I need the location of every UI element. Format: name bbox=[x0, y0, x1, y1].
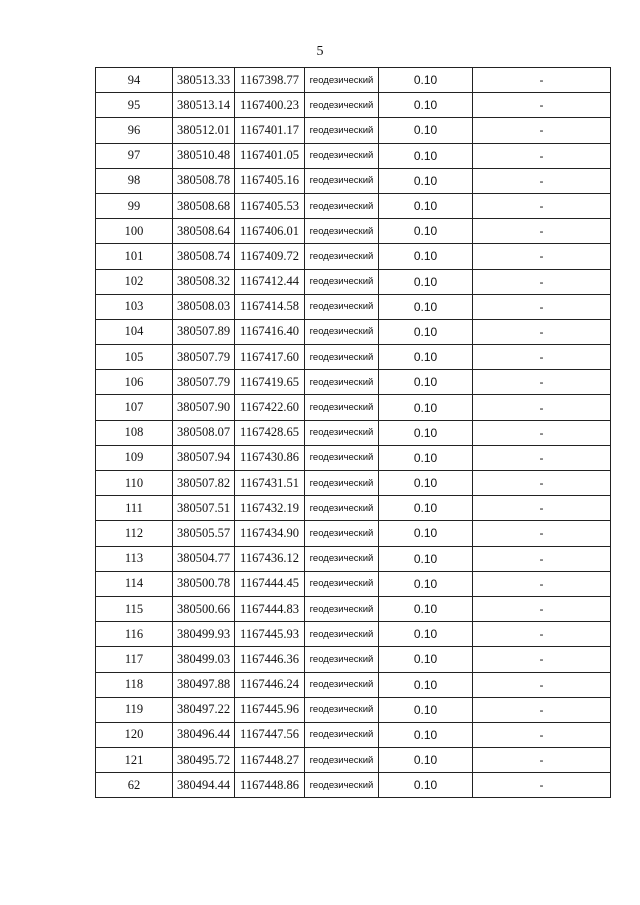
note-cell: - bbox=[473, 571, 611, 596]
note-cell: - bbox=[473, 193, 611, 218]
x-coordinate-cell: 380513.14 bbox=[173, 93, 235, 118]
note-cell: - bbox=[473, 168, 611, 193]
point-number-cell: 117 bbox=[96, 647, 173, 672]
note-cell: - bbox=[473, 546, 611, 571]
method-cell: геодезический bbox=[305, 445, 379, 470]
point-number-cell: 101 bbox=[96, 244, 173, 269]
y-coordinate-cell: 1167430.86 bbox=[235, 445, 305, 470]
note-cell: - bbox=[473, 395, 611, 420]
y-coordinate-cell: 1167398.77 bbox=[235, 68, 305, 93]
table-row bbox=[96, 168, 611, 193]
x-coordinate-cell: 380505.57 bbox=[173, 521, 235, 546]
accuracy-cell: 0.10 bbox=[379, 596, 473, 621]
x-coordinate-cell: 380507.94 bbox=[173, 445, 235, 470]
point-number-cell: 98 bbox=[96, 168, 173, 193]
y-coordinate-cell: 1167448.27 bbox=[235, 748, 305, 773]
method-cell: геодезический bbox=[305, 269, 379, 294]
x-coordinate-cell: 380507.79 bbox=[173, 370, 235, 395]
table-row bbox=[96, 193, 611, 218]
point-number-cell: 100 bbox=[96, 219, 173, 244]
method-cell: геодезический bbox=[305, 672, 379, 697]
method-cell: геодезический bbox=[305, 193, 379, 218]
x-coordinate-cell: 380508.78 bbox=[173, 168, 235, 193]
note-cell: - bbox=[473, 471, 611, 496]
method-cell: геодезический bbox=[305, 294, 379, 319]
point-number-cell: 109 bbox=[96, 445, 173, 470]
method-cell: геодезический bbox=[305, 143, 379, 168]
y-coordinate-cell: 1167445.96 bbox=[235, 697, 305, 722]
table-row bbox=[96, 546, 611, 571]
accuracy-cell: 0.10 bbox=[379, 647, 473, 672]
method-cell: геодезический bbox=[305, 571, 379, 596]
method-cell: геодезический bbox=[305, 722, 379, 747]
table-row bbox=[96, 269, 611, 294]
point-number-cell: 62 bbox=[96, 773, 173, 798]
note-cell: - bbox=[473, 269, 611, 294]
table-row bbox=[96, 370, 611, 395]
y-coordinate-cell: 1167434.90 bbox=[235, 521, 305, 546]
method-cell: геодезический bbox=[305, 622, 379, 647]
accuracy-cell: 0.10 bbox=[379, 395, 473, 420]
table-row bbox=[96, 748, 611, 773]
note-cell: - bbox=[473, 118, 611, 143]
method-cell: геодезический bbox=[305, 521, 379, 546]
point-number-cell: 110 bbox=[96, 471, 173, 496]
point-number-cell: 105 bbox=[96, 345, 173, 370]
table-row bbox=[96, 319, 611, 344]
point-number-cell: 99 bbox=[96, 193, 173, 218]
note-cell: - bbox=[473, 521, 611, 546]
note-cell: - bbox=[473, 672, 611, 697]
accuracy-cell: 0.10 bbox=[379, 244, 473, 269]
table-row bbox=[96, 647, 611, 672]
method-cell: геодезический bbox=[305, 471, 379, 496]
method-cell: геодезический bbox=[305, 546, 379, 571]
note-cell: - bbox=[473, 647, 611, 672]
accuracy-cell: 0.10 bbox=[379, 697, 473, 722]
accuracy-cell: 0.10 bbox=[379, 93, 473, 118]
x-coordinate-cell: 380508.32 bbox=[173, 269, 235, 294]
point-number-cell: 112 bbox=[96, 521, 173, 546]
method-cell: геодезический bbox=[305, 697, 379, 722]
x-coordinate-cell: 380499.03 bbox=[173, 647, 235, 672]
point-number-cell: 106 bbox=[96, 370, 173, 395]
point-number-cell: 107 bbox=[96, 395, 173, 420]
table-row bbox=[96, 219, 611, 244]
accuracy-cell: 0.10 bbox=[379, 546, 473, 571]
accuracy-cell: 0.10 bbox=[379, 420, 473, 445]
table-row bbox=[96, 596, 611, 621]
y-coordinate-cell: 1167447.56 bbox=[235, 722, 305, 747]
point-number-cell: 104 bbox=[96, 319, 173, 344]
y-coordinate-cell: 1167401.05 bbox=[235, 143, 305, 168]
note-cell: - bbox=[473, 219, 611, 244]
table-row bbox=[96, 571, 611, 596]
method-cell: геодезический bbox=[305, 370, 379, 395]
point-number-cell: 97 bbox=[96, 143, 173, 168]
point-number-cell: 108 bbox=[96, 420, 173, 445]
table-row bbox=[96, 672, 611, 697]
y-coordinate-cell: 1167422.60 bbox=[235, 395, 305, 420]
point-number-cell: 120 bbox=[96, 722, 173, 747]
note-cell: - bbox=[473, 319, 611, 344]
point-number-cell: 95 bbox=[96, 93, 173, 118]
x-coordinate-cell: 380497.88 bbox=[173, 672, 235, 697]
table-row bbox=[96, 773, 611, 798]
method-cell: геодезический bbox=[305, 395, 379, 420]
y-coordinate-cell: 1167417.60 bbox=[235, 345, 305, 370]
method-cell: геодезический bbox=[305, 219, 379, 244]
note-cell: - bbox=[473, 748, 611, 773]
note-cell: - bbox=[473, 596, 611, 621]
point-number-cell: 94 bbox=[96, 68, 173, 93]
coordinates-table bbox=[95, 67, 611, 798]
method-cell: геодезический bbox=[305, 345, 379, 370]
method-cell: геодезический bbox=[305, 319, 379, 344]
table-row bbox=[96, 445, 611, 470]
method-cell: геодезический bbox=[305, 68, 379, 93]
y-coordinate-cell: 1167409.72 bbox=[235, 244, 305, 269]
x-coordinate-cell: 380507.51 bbox=[173, 496, 235, 521]
accuracy-cell: 0.10 bbox=[379, 269, 473, 294]
method-cell: геодезический bbox=[305, 748, 379, 773]
note-cell: - bbox=[473, 496, 611, 521]
y-coordinate-cell: 1167405.53 bbox=[235, 193, 305, 218]
x-coordinate-cell: 380494.44 bbox=[173, 773, 235, 798]
accuracy-cell: 0.10 bbox=[379, 219, 473, 244]
method-cell: геодезический bbox=[305, 93, 379, 118]
accuracy-cell: 0.10 bbox=[379, 496, 473, 521]
method-cell: геодезический bbox=[305, 496, 379, 521]
point-number-cell: 111 bbox=[96, 496, 173, 521]
accuracy-cell: 0.10 bbox=[379, 471, 473, 496]
table-row bbox=[96, 294, 611, 319]
note-cell: - bbox=[473, 722, 611, 747]
accuracy-cell: 0.10 bbox=[379, 722, 473, 747]
accuracy-cell: 0.10 bbox=[379, 193, 473, 218]
y-coordinate-cell: 1167446.24 bbox=[235, 672, 305, 697]
accuracy-cell: 0.10 bbox=[379, 143, 473, 168]
x-coordinate-cell: 380512.01 bbox=[173, 118, 235, 143]
x-coordinate-cell: 380513.33 bbox=[173, 68, 235, 93]
table-row bbox=[96, 697, 611, 722]
x-coordinate-cell: 380508.74 bbox=[173, 244, 235, 269]
table-row bbox=[96, 68, 611, 93]
y-coordinate-cell: 1167444.45 bbox=[235, 571, 305, 596]
table-row bbox=[96, 722, 611, 747]
x-coordinate-cell: 380497.22 bbox=[173, 697, 235, 722]
note-cell: - bbox=[473, 697, 611, 722]
y-coordinate-cell: 1167414.58 bbox=[235, 294, 305, 319]
table-row bbox=[96, 118, 611, 143]
page-number: 5 bbox=[316, 44, 324, 59]
y-coordinate-cell: 1167412.44 bbox=[235, 269, 305, 294]
point-number-cell: 96 bbox=[96, 118, 173, 143]
table-row bbox=[96, 521, 611, 546]
table-row bbox=[96, 345, 611, 370]
note-cell: - bbox=[473, 143, 611, 168]
y-coordinate-cell: 1167405.16 bbox=[235, 168, 305, 193]
note-cell: - bbox=[473, 345, 611, 370]
method-cell: геодезический bbox=[305, 420, 379, 445]
accuracy-cell: 0.10 bbox=[379, 68, 473, 93]
point-number-cell: 113 bbox=[96, 546, 173, 571]
accuracy-cell: 0.10 bbox=[379, 622, 473, 647]
x-coordinate-cell: 380508.07 bbox=[173, 420, 235, 445]
coordinates-table-body bbox=[96, 68, 611, 798]
x-coordinate-cell: 380508.64 bbox=[173, 219, 235, 244]
accuracy-cell: 0.10 bbox=[379, 672, 473, 697]
accuracy-cell: 0.10 bbox=[379, 773, 473, 798]
table-row bbox=[96, 622, 611, 647]
y-coordinate-cell: 1167432.19 bbox=[235, 496, 305, 521]
point-number-cell: 121 bbox=[96, 748, 173, 773]
y-coordinate-cell: 1167428.65 bbox=[235, 420, 305, 445]
point-number-cell: 103 bbox=[96, 294, 173, 319]
y-coordinate-cell: 1167431.51 bbox=[235, 471, 305, 496]
table-row bbox=[96, 420, 611, 445]
point-number-cell: 115 bbox=[96, 596, 173, 621]
y-coordinate-cell: 1167419.65 bbox=[235, 370, 305, 395]
note-cell: - bbox=[473, 773, 611, 798]
table-row bbox=[96, 143, 611, 168]
table-row bbox=[96, 244, 611, 269]
accuracy-cell: 0.10 bbox=[379, 445, 473, 470]
x-coordinate-cell: 380507.89 bbox=[173, 319, 235, 344]
note-cell: - bbox=[473, 445, 611, 470]
accuracy-cell: 0.10 bbox=[379, 319, 473, 344]
table-row bbox=[96, 496, 611, 521]
x-coordinate-cell: 380504.77 bbox=[173, 546, 235, 571]
note-cell: - bbox=[473, 622, 611, 647]
accuracy-cell: 0.10 bbox=[379, 521, 473, 546]
table-row bbox=[96, 93, 611, 118]
note-cell: - bbox=[473, 244, 611, 269]
accuracy-cell: 0.10 bbox=[379, 345, 473, 370]
table-row bbox=[96, 471, 611, 496]
x-coordinate-cell: 380499.93 bbox=[173, 622, 235, 647]
y-coordinate-cell: 1167448.86 bbox=[235, 773, 305, 798]
method-cell: геодезический bbox=[305, 244, 379, 269]
point-number-cell: 116 bbox=[96, 622, 173, 647]
accuracy-cell: 0.10 bbox=[379, 294, 473, 319]
point-number-cell: 119 bbox=[96, 697, 173, 722]
y-coordinate-cell: 1167444.83 bbox=[235, 596, 305, 621]
point-number-cell: 118 bbox=[96, 672, 173, 697]
note-cell: - bbox=[473, 68, 611, 93]
method-cell: геодезический bbox=[305, 596, 379, 621]
x-coordinate-cell: 380496.44 bbox=[173, 722, 235, 747]
method-cell: геодезический bbox=[305, 647, 379, 672]
method-cell: геодезический bbox=[305, 118, 379, 143]
accuracy-cell: 0.10 bbox=[379, 748, 473, 773]
x-coordinate-cell: 380508.03 bbox=[173, 294, 235, 319]
x-coordinate-cell: 380500.66 bbox=[173, 596, 235, 621]
point-number-cell: 114 bbox=[96, 571, 173, 596]
method-cell: геодезический bbox=[305, 773, 379, 798]
x-coordinate-cell: 380508.68 bbox=[173, 193, 235, 218]
x-coordinate-cell: 380507.79 bbox=[173, 345, 235, 370]
note-cell: - bbox=[473, 420, 611, 445]
accuracy-cell: 0.10 bbox=[379, 118, 473, 143]
y-coordinate-cell: 1167445.93 bbox=[235, 622, 305, 647]
table-row bbox=[96, 395, 611, 420]
method-cell: геодезический bbox=[305, 168, 379, 193]
note-cell: - bbox=[473, 370, 611, 395]
accuracy-cell: 0.10 bbox=[379, 370, 473, 395]
point-number-cell: 102 bbox=[96, 269, 173, 294]
accuracy-cell: 0.10 bbox=[379, 168, 473, 193]
y-coordinate-cell: 1167436.12 bbox=[235, 546, 305, 571]
accuracy-cell: 0.10 bbox=[379, 571, 473, 596]
y-coordinate-cell: 1167416.40 bbox=[235, 319, 305, 344]
x-coordinate-cell: 380510.48 bbox=[173, 143, 235, 168]
x-coordinate-cell: 380495.72 bbox=[173, 748, 235, 773]
x-coordinate-cell: 380507.82 bbox=[173, 471, 235, 496]
y-coordinate-cell: 1167446.36 bbox=[235, 647, 305, 672]
note-cell: - bbox=[473, 294, 611, 319]
y-coordinate-cell: 1167401.17 bbox=[235, 118, 305, 143]
y-coordinate-cell: 1167406.01 bbox=[235, 219, 305, 244]
y-coordinate-cell: 1167400.23 bbox=[235, 93, 305, 118]
x-coordinate-cell: 380500.78 bbox=[173, 571, 235, 596]
note-cell: - bbox=[473, 93, 611, 118]
x-coordinate-cell: 380507.90 bbox=[173, 395, 235, 420]
